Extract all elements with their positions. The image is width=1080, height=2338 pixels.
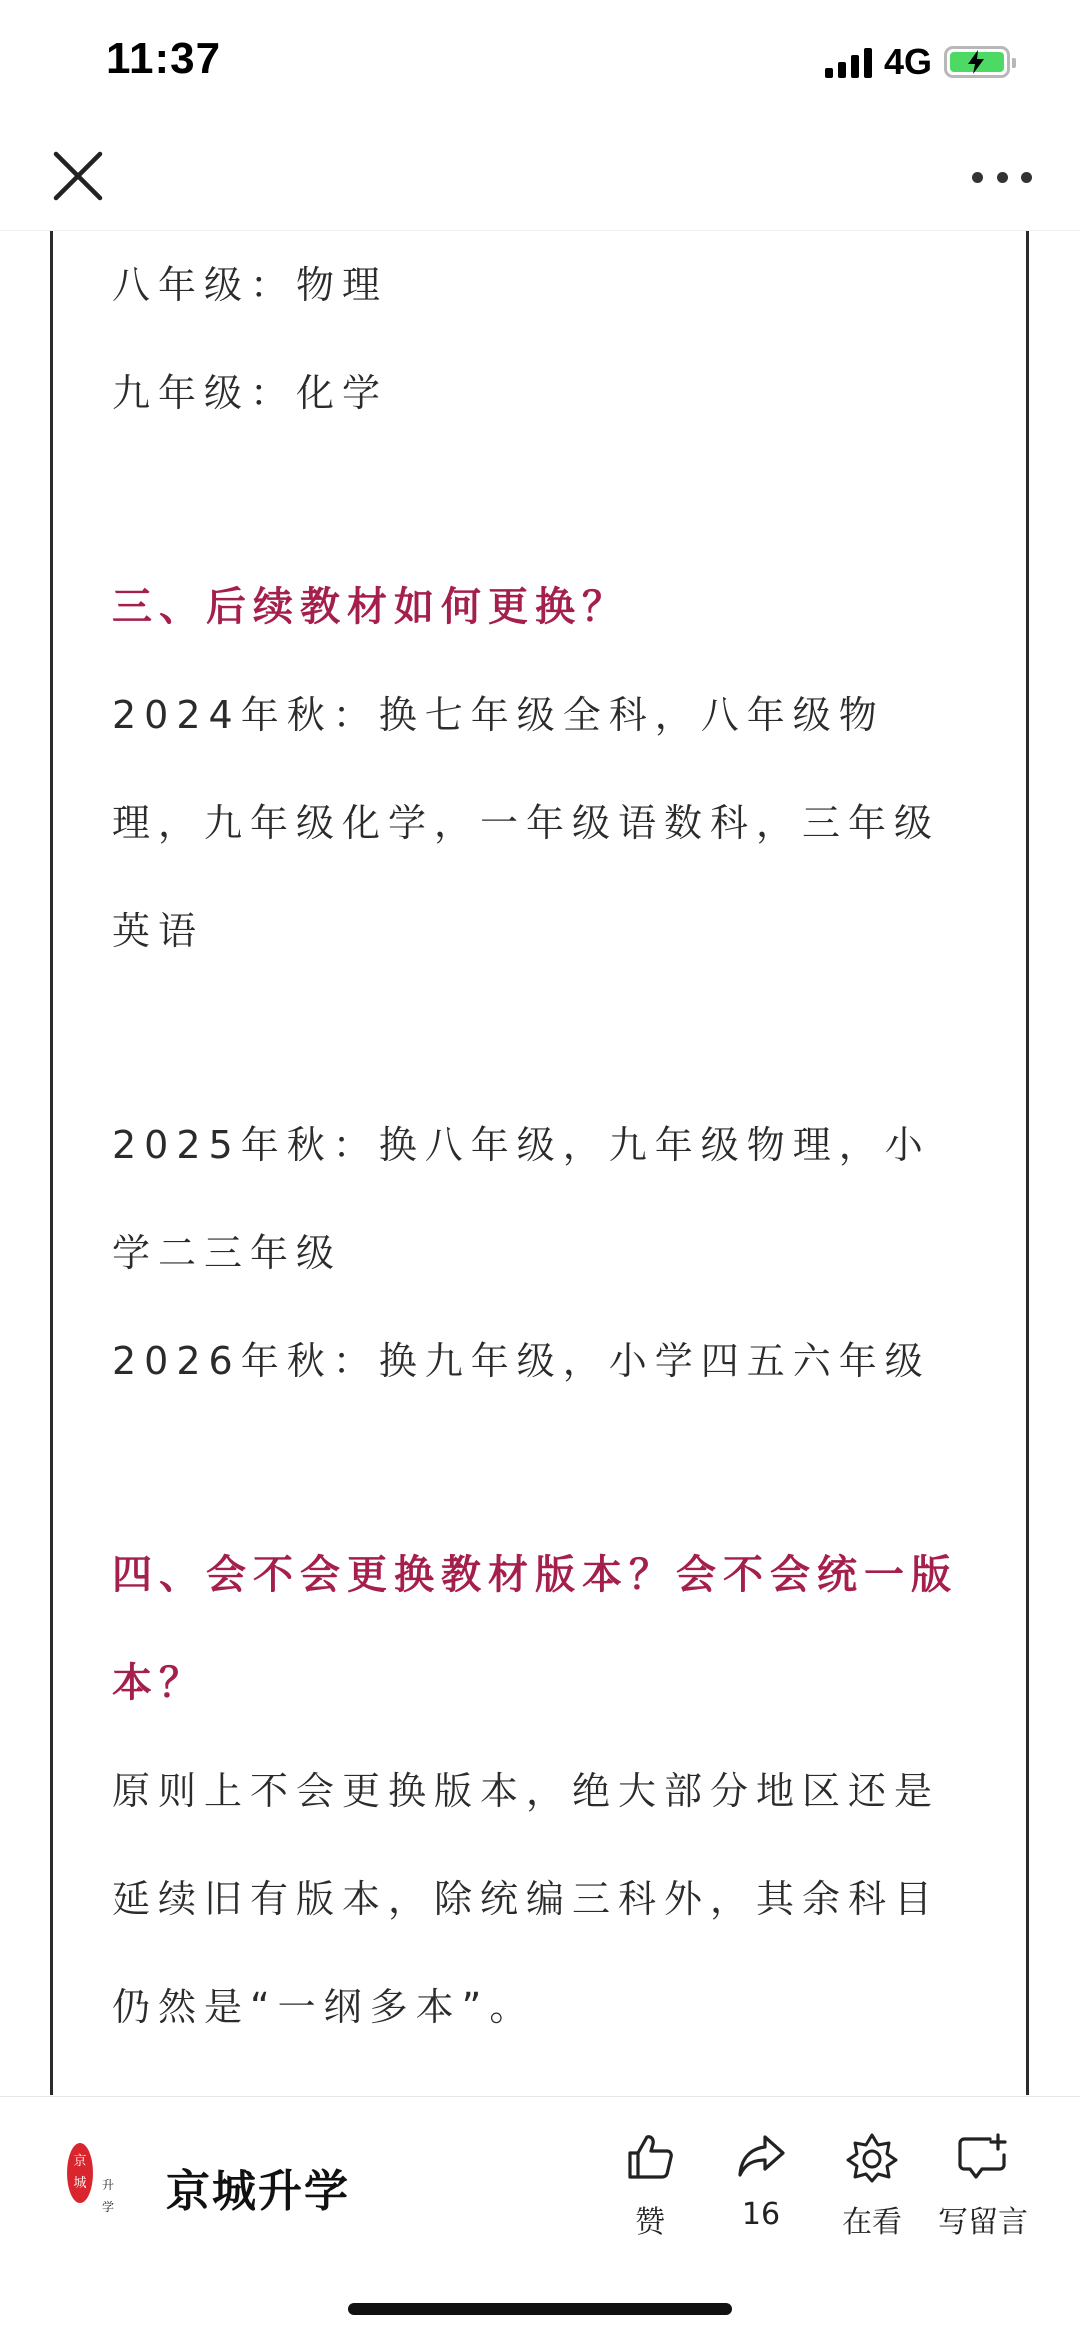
like-label: 赞 (635, 2205, 665, 2240)
paragraph-2024: 2024年秋：换七年级全科，八年级物理，九年级化学，一年级语数科，三年级英语 (112, 693, 941, 953)
paragraph-2026: 2026年秋：换九年级，小学四五六年级 (112, 1339, 931, 1383)
more-button[interactable] (972, 160, 1032, 194)
article-body (112, 231, 972, 2061)
share-count: 16 (741, 2197, 781, 2232)
frame-border-right (1026, 231, 1029, 2095)
paragraph-2025: 2025年秋：换八年级，九年级物理，小学二三年级 (112, 1123, 931, 1275)
share-icon (735, 2131, 787, 2183)
comment-button[interactable] (928, 2131, 1038, 2241)
svg-text:城: 城 (73, 2176, 87, 2191)
home-indicator[interactable] (348, 2303, 732, 2315)
close-icon (48, 146, 108, 206)
grade9-line: 九年级：化学 (112, 371, 389, 415)
section-heading-4: 四、会不会更换教材版本？会不会统一版本？ (112, 1552, 958, 1706)
svg-text:升: 升 (101, 2178, 115, 2192)
like-button[interactable] (595, 2131, 705, 2241)
paragraph-version: 原则上不会更换版本，绝大部分地区还是延续旧有版本，除统编三科外，其余科目仍然是“一纲多本”。 (112, 1769, 941, 2029)
wow-icon (846, 2131, 898, 2183)
wow-button[interactable] (817, 2131, 927, 2241)
share-button[interactable] (706, 2131, 816, 2232)
svg-text:学: 学 (101, 2200, 115, 2214)
status-bar (0, 0, 1080, 120)
section-heading-3: 三、后续教材如何更换？ (112, 584, 629, 630)
status-indicators (825, 40, 1010, 84)
nav-bar (0, 130, 1080, 231)
frame-border-left (50, 231, 53, 2095)
signal-icon (825, 46, 872, 78)
bottom-action-bar (0, 2096, 1080, 2338)
article-scroll-area[interactable] (0, 231, 1080, 2095)
wow-label: 在看 (842, 2205, 902, 2240)
account-name[interactable]: 京城升学 (166, 2166, 350, 2217)
battery-charging-icon (944, 46, 1010, 78)
thumbs-up-icon (624, 2131, 676, 2183)
more-icon-dot (972, 172, 983, 183)
close-button[interactable] (48, 146, 108, 206)
svg-text:京: 京 (73, 2154, 87, 2169)
network-label: 4G (883, 41, 932, 82)
account-logo[interactable] (62, 2139, 130, 2235)
comment-label: 写留言 (938, 2205, 1028, 2240)
comment-add-icon (956, 2131, 1010, 2183)
status-time: 11:37 (106, 34, 222, 83)
more-icon-dot (997, 172, 1008, 183)
grade8-line: 八年级：物理 (112, 263, 389, 307)
more-icon-dot (1021, 172, 1032, 183)
